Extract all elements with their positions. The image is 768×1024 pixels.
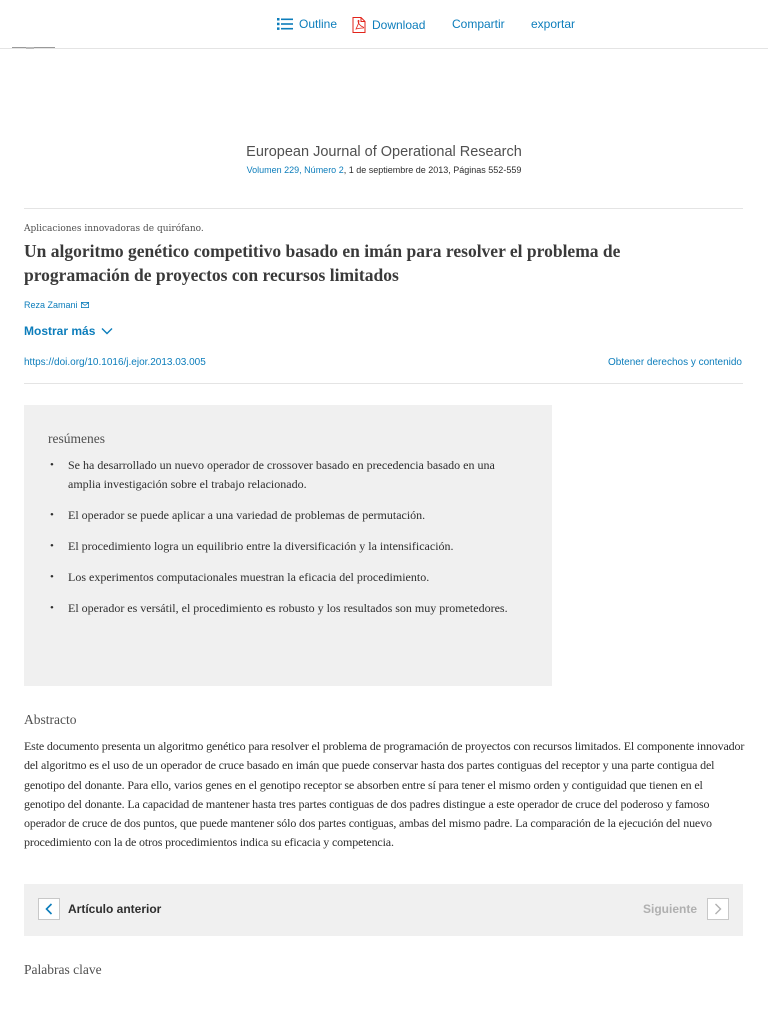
author-name: Reza Zamani — [24, 300, 78, 310]
journal-title[interactable]: European Journal of Operational Research — [246, 144, 522, 160]
date-pages: , 1 de septiembre de 2013, Páginas 552-559 — [343, 165, 522, 175]
share-label: Compartir — [452, 17, 505, 31]
mail-icon — [81, 302, 89, 308]
issue-info — [0, 165, 768, 175]
highlight-item: • Se ha desarrollado un nuevo operador de crossover basado en precedencia basado en una amplia investigación sobre el trabajo relacionado. — [48, 456, 518, 494]
outline-icon — [277, 18, 293, 30]
top-toolbar — [0, 0, 768, 49]
chevron-right-icon — [707, 898, 729, 920]
highlights-list — [48, 456, 518, 630]
divider — [24, 383, 743, 384]
article-title: Un algoritmo genético competitivo basado en imán para resolver el problema de programación de proyectos con recursos limitados — [24, 241, 621, 285]
divider — [24, 208, 743, 209]
doi-link[interactable]: https://doi.org/10.1016/j.ejor.2013.03.005 — [24, 357, 206, 368]
share-button[interactable] — [452, 17, 505, 31]
show-more-button[interactable] — [24, 324, 113, 338]
abstract-text: Este documento presenta un algoritmo genético para resolver el problema de programación de proyectos con recursos limitados. El componente innovador del algoritmo es el uso de un operador de cruce basado en imán que puede conservar hasta dos partes contiguas del receptor y una parte contigua del genotipo del donante. Para ello, varios genes en el genotipo receptor se absorben entre sí para tener el mismo orden y contiguidad que tienen en el genotipo del donante. La capacidad de mantener hasta tres partes contiguas de dos padres distingue a este operador de cruce del poderoso y famoso operador de cruce de dos puntos, que puede mantener sólo dos partes contiguas, ambas del mismo padre. La comparación de la ejecución del nuevo procedimiento con la de otros procedimientos indica su eficacia y competencia. — [24, 739, 745, 850]
logo-fragment — [12, 47, 55, 51]
download-label: Download — [372, 18, 426, 32]
author-link[interactable] — [24, 300, 89, 310]
highlight-item: • El procedimiento logra un equilibrio entre la diversificación y la intensificación. — [48, 537, 518, 556]
export-label: exportar — [531, 17, 576, 31]
outline-label: Outline — [299, 17, 338, 31]
download-button[interactable] — [352, 17, 425, 33]
next-article-button[interactable] — [643, 898, 729, 920]
pdf-icon — [352, 17, 366, 33]
volume-issue-link[interactable]: Volumen 229, Número 2 — [246, 165, 344, 175]
previous-article-label: Artículo anterior — [68, 902, 162, 916]
export-button[interactable] — [531, 17, 575, 31]
rights-link[interactable]: Obtener derechos y contenido — [608, 357, 742, 368]
article-navigation — [24, 884, 743, 936]
next-article-label: Siguiente — [642, 902, 697, 916]
show-more-label: Mostrar más — [24, 324, 96, 338]
highlight-item: • El operador se puede aplicar a una variedad de problemas de permutación. — [48, 506, 518, 525]
article-type: Aplicaciones innovadoras de quirófano. — [24, 224, 204, 234]
abstract-heading: Abstracto — [24, 712, 77, 727]
highlight-item: • El operador es versátil, el procedimiento es robusto y los resultados son muy prometedores. — [48, 599, 518, 618]
highlight-item: • Los experimentos computacionales muestran la eficacia del procedimiento. — [48, 568, 518, 587]
highlights-heading: resúmenes — [48, 431, 105, 446]
previous-article-button[interactable] — [38, 898, 161, 920]
chevron-left-icon — [38, 898, 60, 920]
chevron-down-icon — [101, 327, 113, 335]
outline-button[interactable] — [277, 17, 337, 31]
highlights-panel — [24, 405, 552, 686]
keywords-heading: Palabras clave — [24, 962, 102, 977]
